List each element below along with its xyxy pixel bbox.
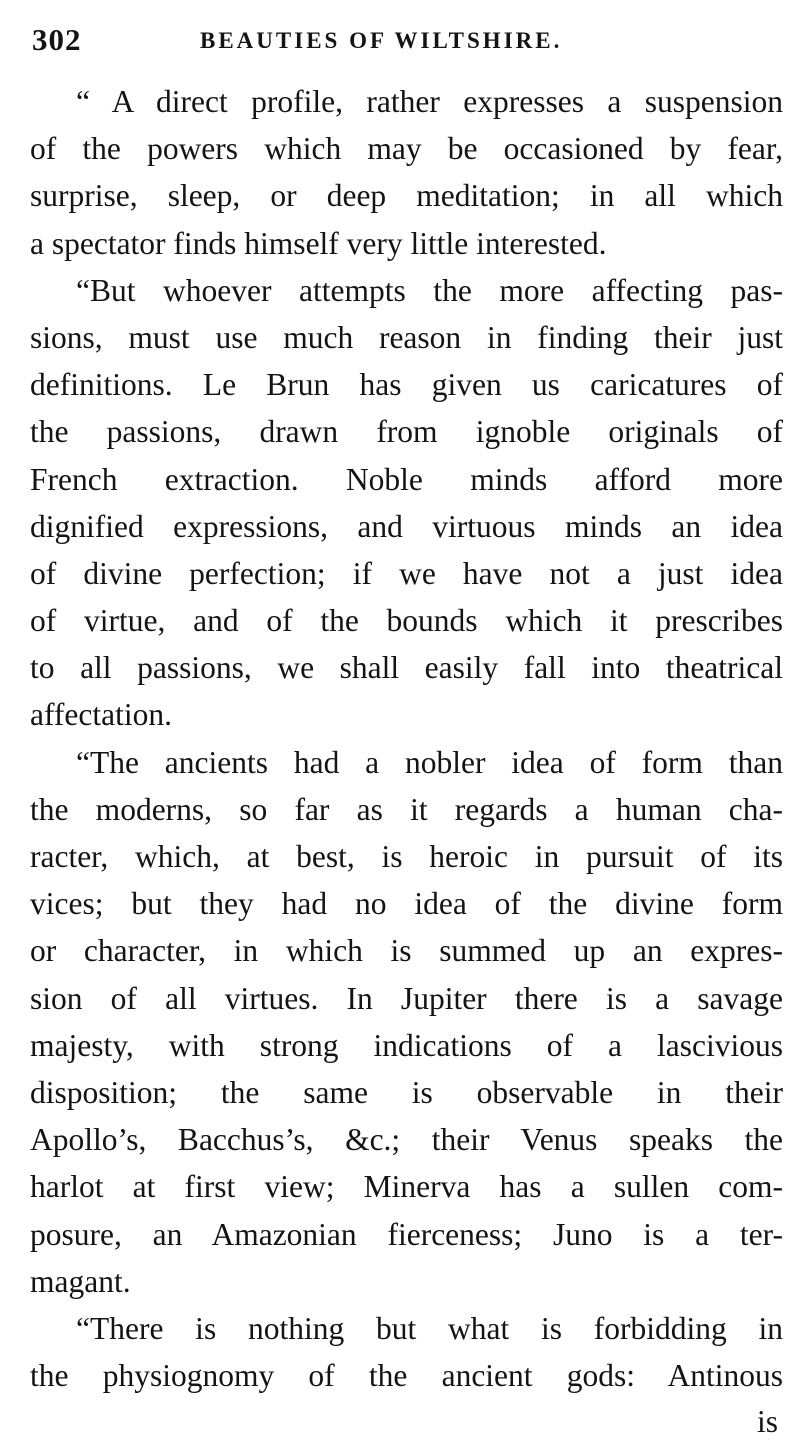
text-line: disposition; the same is observable in their xyxy=(30,1074,783,1110)
text-line: racter, which, at best, is heroic in pursuit of its xyxy=(30,839,783,874)
body-text xyxy=(30,78,783,1399)
text-line: sions, must use much reason in finding their just xyxy=(30,319,783,355)
text-line: to all passions, we shall easily fall into theatrical xyxy=(30,650,783,686)
page-header xyxy=(30,22,782,62)
text-line: majesty, with strong indications of a lascivious xyxy=(30,1027,783,1063)
text-line: of divine perfection; if we have not a just idea xyxy=(30,555,783,591)
text-line: dignified expressions, and virtuous minds an idea xyxy=(30,508,783,544)
text-line: or character, in which is summed up an expres- xyxy=(30,933,783,969)
text-line: “But whoever attempts the more affecting pas- xyxy=(76,272,783,308)
text-line: posure, an Amazonian fierceness; Juno is a ter- xyxy=(30,1216,783,1252)
text-line: Apollo’s, Bacchus’s, &c.; their Venus speaks the xyxy=(30,1122,783,1158)
text-line: the passions, drawn from ignoble originals of xyxy=(30,414,783,450)
text-line: surprise, sleep, or deep meditation; in all which xyxy=(30,178,783,214)
page-number: 302 xyxy=(32,22,82,57)
text-line: sion of all virtues. In Jupiter there is a savage xyxy=(30,980,783,1016)
text-line: “There is nothing but what is forbidding in xyxy=(76,1310,783,1346)
text-line: of the powers which may be occasioned by fear, xyxy=(30,131,783,167)
text-line: definitions. Le Brun has given us caricatures of xyxy=(30,367,783,403)
text-line: harlot at first view; Minerva has a sullen com- xyxy=(30,1169,783,1205)
text-line: a spectator finds himself very little interested. xyxy=(30,225,607,261)
text-line: the physiognomy of the ancient gods: Antinous xyxy=(30,1358,783,1394)
running-head: BEAUTIES OF WILTSHIRE. xyxy=(200,28,563,53)
text-line: the moderns, so far as it regards a human cha- xyxy=(30,791,783,827)
text-line: of virtue, and of the bounds which it prescribes xyxy=(30,603,783,639)
text-line: “The ancients had a nobler idea of form than xyxy=(76,744,783,780)
catchword: is xyxy=(756,1404,778,1439)
text-line: magant. xyxy=(30,1263,131,1299)
text-line: affectation. xyxy=(30,697,172,733)
text-line: French extraction. Noble minds afford more xyxy=(30,461,783,497)
text-line: “ A direct profile, rather expresses a suspension xyxy=(76,84,783,119)
text-line: vices; but they had no idea of the divine form xyxy=(30,886,783,922)
